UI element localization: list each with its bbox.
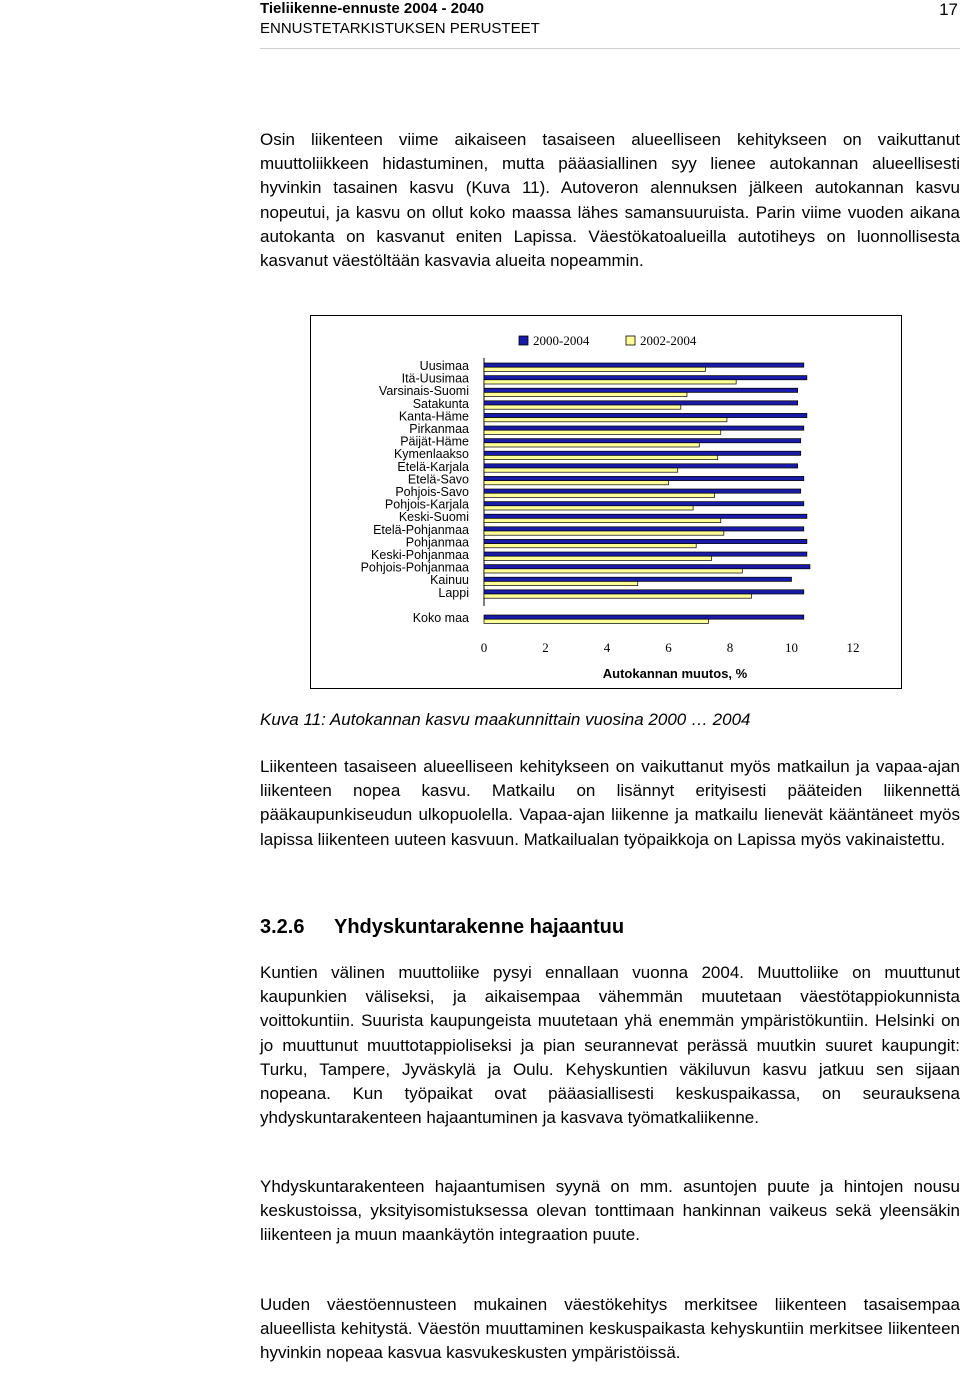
paragraph-structure-causes: Yhdyskuntarakenteen hajaantumisen syynä on mm. asuntojen puute ja hintojen nousu keskustoissa, yksityisomistuksessa olevan tonttimaan hankinnan vaikeus sekä yleensäkin liikenteen ja muun maankäytön integraation puute. xyxy=(260,1177,960,1245)
category-label: Etelä-Pohjanmaa xyxy=(373,522,469,537)
bar-2002-2004 xyxy=(484,443,699,447)
category-label: Kymenlaakso xyxy=(393,447,469,462)
bar-2002-2004 xyxy=(484,392,687,396)
category-label: Kainuu xyxy=(430,573,469,588)
bar-2000-2004 xyxy=(484,590,804,594)
x-tick-label: 2 xyxy=(542,640,549,655)
category-label: Pirkanmaa xyxy=(409,422,469,436)
bar-2000-2004 xyxy=(484,489,801,493)
bar-2000-2004 xyxy=(484,476,804,480)
x-tick-label: 8 xyxy=(726,640,734,655)
paragraph-migration: Kuntien välinen muuttoliike pysyi ennallaan vuonna 2004. Muuttoliike on muuttunut kaupunkien väliseksi, ja aikaisempaa vähemmän muutetaan väestötappiokunnista voittokuntiin. Suurista kaupungeista muutetaan yhä enemmän ympäristökuntiin. Helsinki on jo muuttunut muuttotappioliseksi ja pian seurannevat perässä muutkin suuret kaupungit: Turku, Tampere, Jyväskylä ja Oulu. Kehyskuntien väkiluvun kasvu jatkuu sen sijaan nopeana. Kun työpaikat ovat pääasiallisesti keskuspaikassa, on seurauksena yhdyskuntarakenteen hajaantuminen ja kasvava työmatkaliikenne. xyxy=(260,963,960,1128)
bar-2002-2004 xyxy=(484,506,693,510)
x-tick-label: 10 xyxy=(785,640,798,655)
bar-2000-2004 xyxy=(484,363,804,367)
category-label: Päijät-Häme xyxy=(400,434,469,449)
category-label: Lappi xyxy=(438,585,469,600)
x-axis-title: Autokannan muutos, % xyxy=(602,666,748,681)
section-heading xyxy=(260,914,624,940)
bar-2000-2004 xyxy=(484,401,798,405)
category-label: Pohjois-Karjala xyxy=(384,497,469,512)
bar-2002-2004 xyxy=(484,581,638,585)
bar-2002-2004 xyxy=(484,430,721,434)
bar-2002-2004 xyxy=(484,544,696,548)
bar-2002-2004 xyxy=(484,531,724,535)
bar-2002-2004 xyxy=(484,569,742,573)
category-label: Etelä-Karjala xyxy=(397,459,469,474)
category-label: Kanta-Häme xyxy=(398,409,469,424)
category-label: Itä-Uusimaa xyxy=(401,371,469,386)
legend-label: 2000-2004 xyxy=(533,333,590,348)
bar-2002-2004 xyxy=(484,418,727,422)
category-label: Pohjois-Pohjanmaa xyxy=(360,560,469,575)
bar-2000-2004 xyxy=(484,413,807,417)
x-tick-label: 0 xyxy=(480,640,488,655)
x-tick-label: 4 xyxy=(603,640,611,655)
bar-2000-2004 xyxy=(484,527,804,531)
bar-2002-2004 xyxy=(484,405,681,409)
bar-2000-2004 xyxy=(484,376,807,380)
bar-2000-2004 xyxy=(484,552,807,556)
bar-2000-2004 xyxy=(484,577,792,581)
section-number: 3.2.6 xyxy=(260,916,305,938)
x-tick-label: 12 xyxy=(846,640,860,655)
page-number: 17 xyxy=(939,0,958,19)
legend-swatch xyxy=(519,336,528,345)
bar-2002-2004 xyxy=(484,594,752,598)
bar-2002-2004 xyxy=(484,468,678,472)
category-label: Pohjanmaa xyxy=(405,535,469,550)
page-header xyxy=(260,0,960,49)
bar-2002-2004 xyxy=(484,556,712,560)
bar-chart xyxy=(311,316,903,690)
category-label: Koko maa xyxy=(412,611,469,625)
bar-2002-2004 xyxy=(484,380,736,384)
category-label: Satakunta xyxy=(412,396,469,411)
bar-2000-2004 xyxy=(484,539,807,543)
bar-2000-2004 xyxy=(484,439,801,443)
category-label: Varsinais-Suomi xyxy=(378,384,469,399)
bar-2002-2004 xyxy=(484,518,721,522)
bar-2002-2004 xyxy=(484,481,669,485)
bar-2002-2004 xyxy=(484,455,718,459)
bar-2000-2004 xyxy=(484,502,804,506)
chart-container xyxy=(310,315,902,689)
section-title-text: Yhdyskuntarakenne hajaantuu xyxy=(334,916,625,938)
bar-2000-2004 xyxy=(484,514,807,518)
bar-2000-2004 xyxy=(484,451,801,455)
paragraph-population-forecast: Uuden väestöennusteen mukainen väestökehitys merkitsee liikenteen tasaisempaa alueellista kehitystä. Väestön muuttaminen keskuspaikasta kehyskuntiin merkitsee liikenteen hyvinkin nopeaa kasvua kasvukeskusten ympäristöissä. xyxy=(260,1295,960,1363)
category-label: Keski-Pohjanmaa xyxy=(371,548,469,562)
document-title: Tieliikenne-ennuste 2004 - 2040 xyxy=(260,0,484,17)
document-subtitle: ENNUSTETARKISTUKSEN PERUSTEET xyxy=(260,20,540,37)
category-label: Keski-Suomi xyxy=(398,510,469,525)
bar-2000-2004 xyxy=(484,615,804,619)
category-label: Pohjois-Savo xyxy=(395,485,469,499)
figure-caption: Kuva 11: Autokannan kasvu maakunnittain vuosina 2000 … 2004 xyxy=(260,710,751,729)
bar-2002-2004 xyxy=(484,367,705,371)
bar-2002-2004 xyxy=(484,493,715,497)
bar-2000-2004 xyxy=(484,388,798,392)
paragraph-tourism: Liikenteen tasaiseen alueelliseen kehitykseen on vaikuttanut myös matkailun ja vapaa-ajan liikenteen nopea kasvu. Matkailu on lisännyt erityisesti pääteiden liikennettä pääkaupunkiseudun ulkopuolella. Vapaa-ajan liikenne ja matkailu lienevät kääntäneet myös lapissa liikenteen uuteen kasvuun. Matkailualan työpaikkoja on Lapissa myös vakinaistettu. xyxy=(260,757,960,849)
category-label: Uusimaa xyxy=(419,359,469,373)
category-label: Etelä-Savo xyxy=(407,472,469,487)
bar-2000-2004 xyxy=(484,565,810,569)
legend-label: 2002-2004 xyxy=(640,333,697,348)
bar-2000-2004 xyxy=(484,426,804,430)
bar-2000-2004 xyxy=(484,464,798,468)
legend-swatch xyxy=(626,336,635,345)
intro-paragraph: Osin liikenteen viime aikaiseen tasaiseen alueelliseen kehitykseen on vaikuttanut muuttoliikkeen hidastuminen, mutta pääasiallinen syy lienee autokannan alueellisesti hyvinkin tasainen kasvu (Kuva 11). Autoveron alennuksen jälkeen autokannan kasvu nopeutui, ja kasvu on ollut koko maassa lähes samansuuruista. Parin viime vuoden aikana autokanta on kasvanut eniten Lapissa. Väestökatoalueilla autotiheys on luonnollisesta kasvanut väestöltään kasvavia alueita nopeammin. xyxy=(260,130,960,271)
bar-2002-2004 xyxy=(484,619,708,623)
x-tick-label: 6 xyxy=(665,640,672,655)
